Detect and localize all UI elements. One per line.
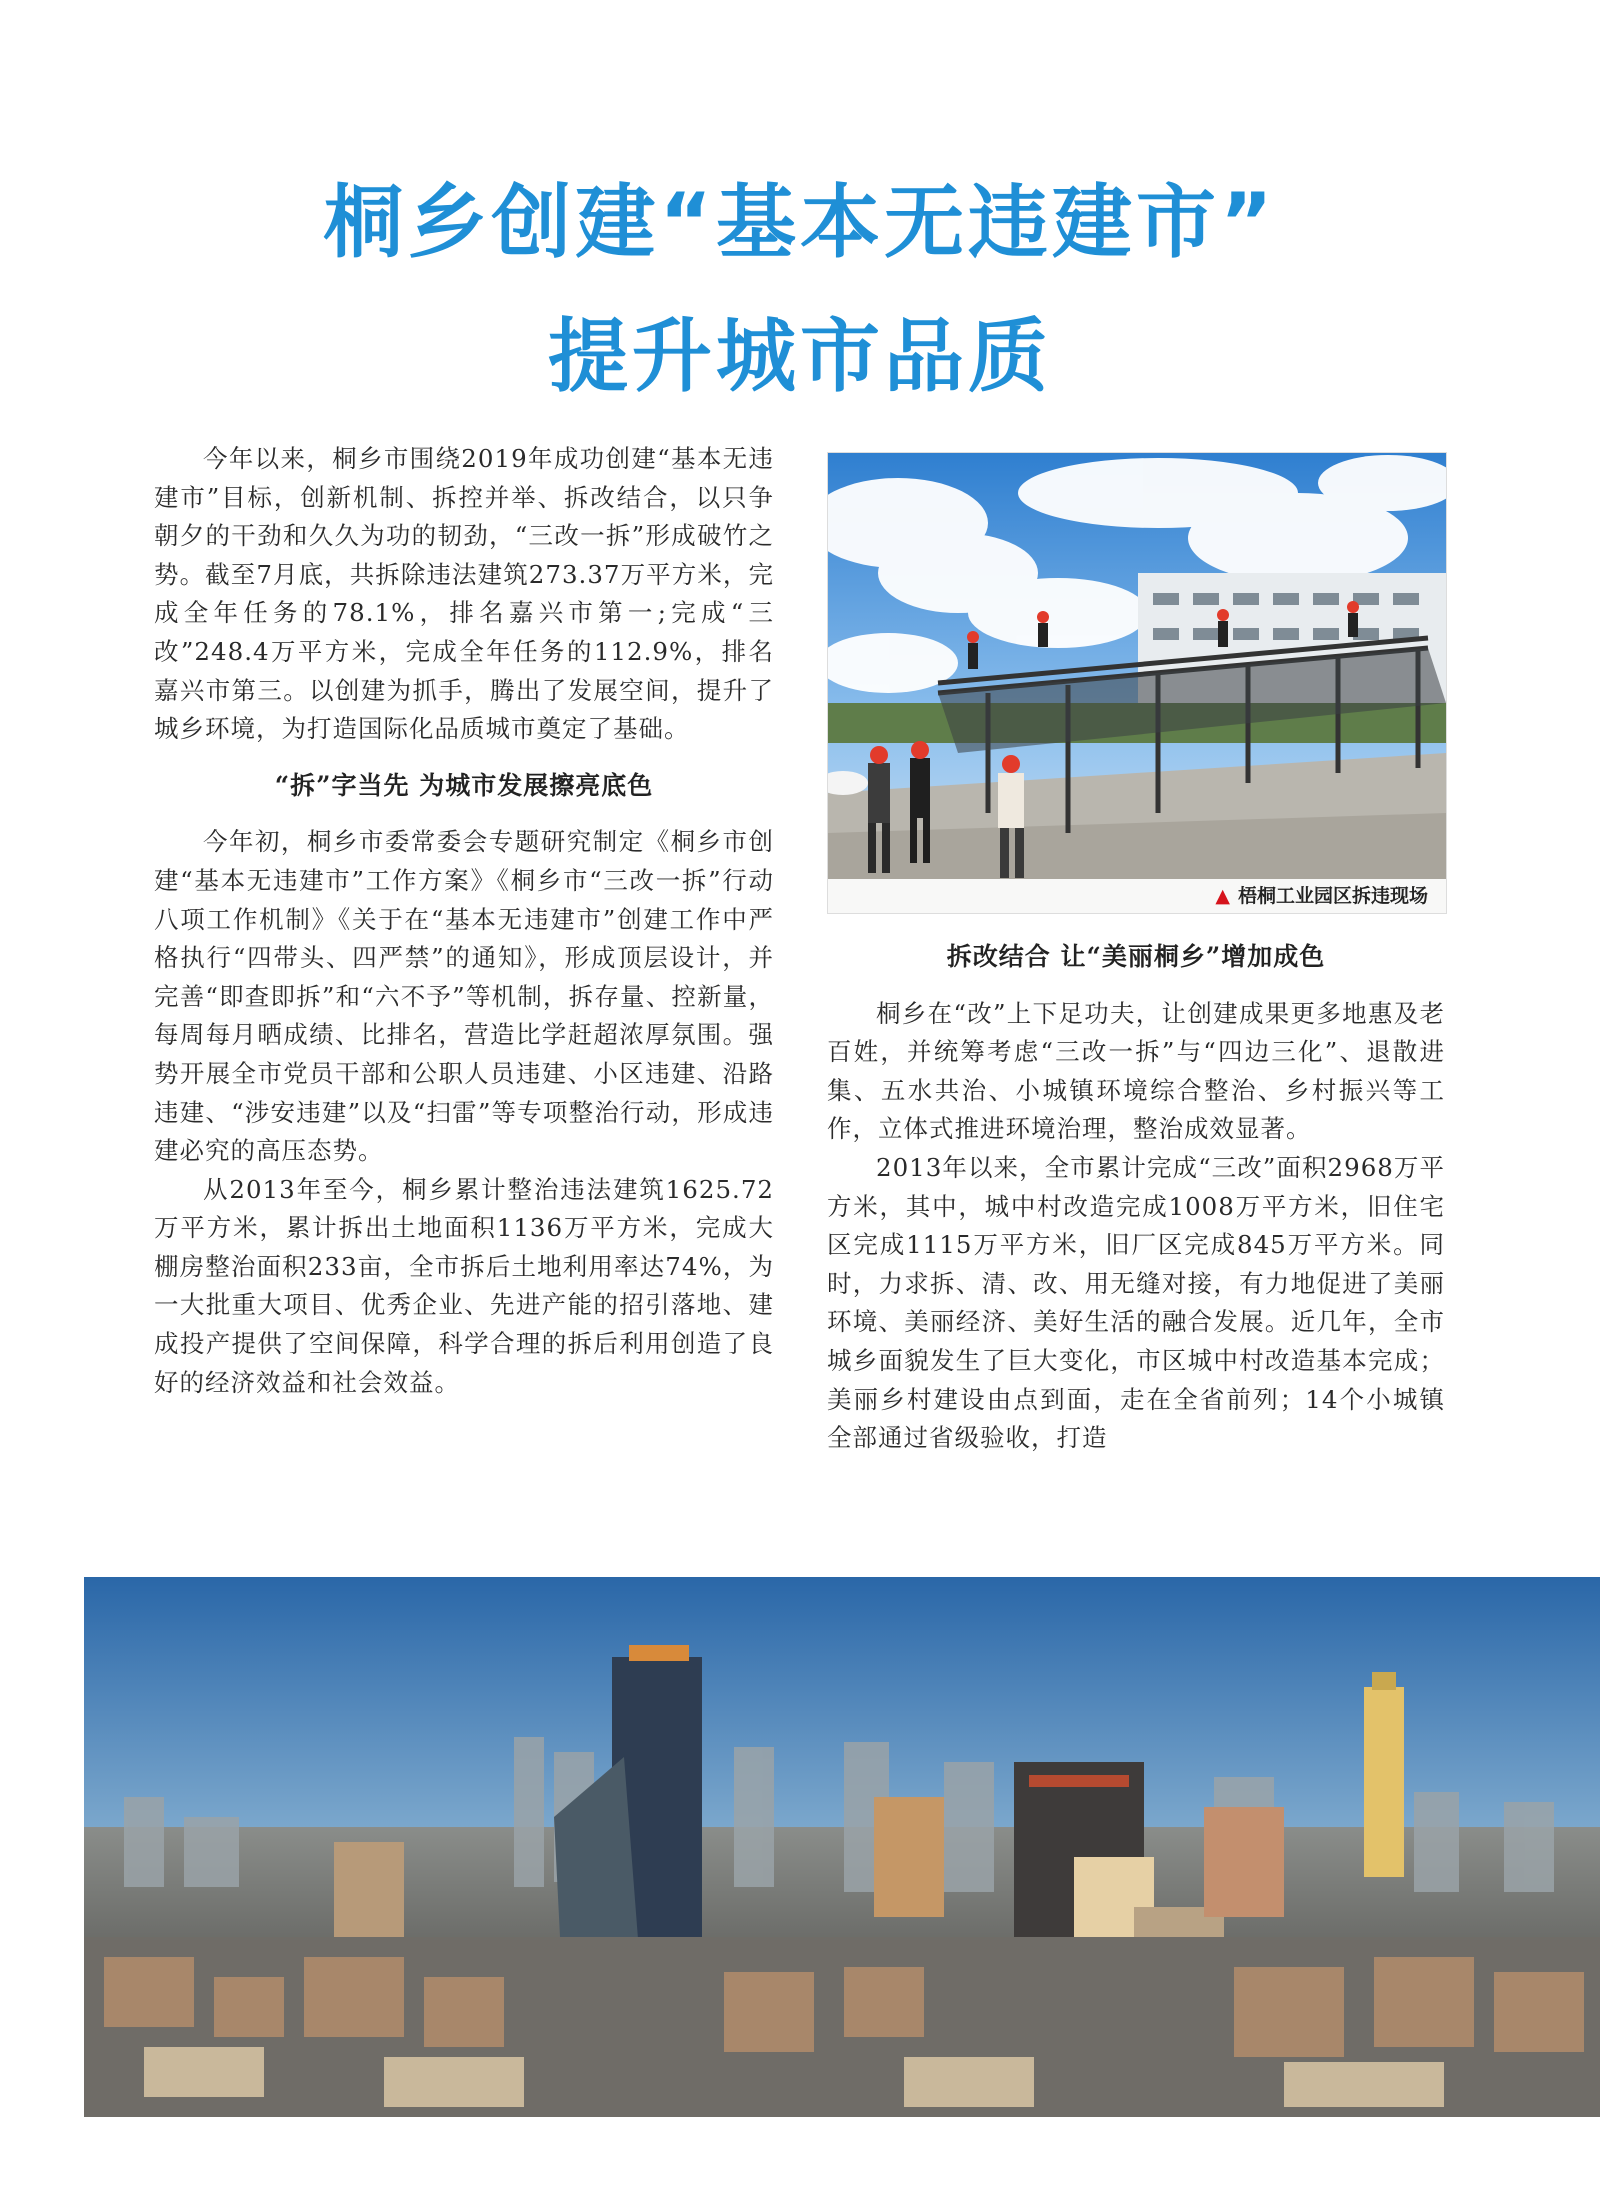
city-skyline-photo xyxy=(84,1577,1600,2117)
photo-caption-text: 梧桐工业园区拆违现场 xyxy=(1237,885,1428,907)
section1-paragraph1: 今年初，桐乡市委常委会专题研究制定《桐乡市创建“基本无违建市”工作方案》《桐乡市“三改一拆”行动八项工作机制》《关于在“基本无违建市”创建工作中严格执行“四带头、四严禁”的通知》，形成顶层设计，并完善“即查即拆”和“六不予”等机制，拆存量、控新量，每周每月晒成绩、比排名，营造比学赶超浓厚氛围。强势开展全市党员干部和公职人员违建、小区违建、沿路违建、“涉安违建”以及“扫雷”等专项整治行动，形成违建必究的高压态势。 xyxy=(154,827,774,1166)
page-title-line2: 提升城市品质 xyxy=(548,310,1052,403)
triangle-marker-icon: ▲ xyxy=(1215,885,1230,907)
section2-paragraph1: 桐乡在“改”上下足功夫，让创建成果更多地惠及老百姓，并统筹考虑“三改一拆”与“四边三化”、退散进集、五水共治、小城镇环境综合整治、乡村振兴等工作，立体式推进环境治理，整治成效显著。 xyxy=(827,998,1445,1144)
demolition-site-illustration xyxy=(828,453,1446,913)
photo-caption xyxy=(828,879,1446,913)
section1-heading: “拆”字当先 为城市发展擦亮底色 xyxy=(274,770,654,800)
intro-paragraph: 今年以来，桐乡市围绕2019年成功创建“基本无违建市”目标，创新机制、拆控并举、拆改结合，以只争朝夕的干劲和久久为功的韧劲，“三改一拆”形成破竹之势。截至7月底，共拆除违法建筑273.37万平方米，完成全年任务的78.1%，排名嘉兴市第一;完成“三改”248.4万平方米，完成全年任务的112.9%，排名嘉兴市第三。以创建为抓手，腾出了发展空间，提升了城乡环境，为打造国际化品质城市奠定了基础。 xyxy=(154,444,774,744)
city-skyline-illustration xyxy=(84,1577,1600,2117)
section2-paragraph2: 2013年以来，全市累计完成“三改”面积2968万平方米，其中，城中村改造完成1008万平方米，旧住宅区完成1115万平方米，旧厂区完成845万平方米。同时，力求拆、清、改、用无缝对接，有力地促进了美丽环境、美丽经济、美好生活的融合发展。近几年，全市城乡面貌发生了巨大变化，市区城中村改造基本完成；美丽乡村建设由点到面，走在全省前列；14个小城镇全部通过省级验收，打造 xyxy=(827,1152,1445,1453)
section2-heading: 拆改结合 让“美丽桐乡”增加成色 xyxy=(946,942,1326,971)
right-text-column xyxy=(827,938,1445,1458)
page-title-line1: 桐乡创建“基本无违建市” xyxy=(323,176,1277,269)
left-text-column xyxy=(154,440,774,1402)
section1-paragraph2: 从2013年至今，桐乡累计整治违法建筑1625.72万平方米，累计拆出土地面积1136万平方米，完成大棚房整治面积233亩，全市拆后土地利用率达74%，为一大批重大项目、优秀企业、先进产能的招引落地、建成投产提供了空间保障，科学合理的拆后利用创造了良好的经济效益和社会效益。 xyxy=(154,1174,774,1397)
demolition-site-photo xyxy=(827,452,1447,914)
